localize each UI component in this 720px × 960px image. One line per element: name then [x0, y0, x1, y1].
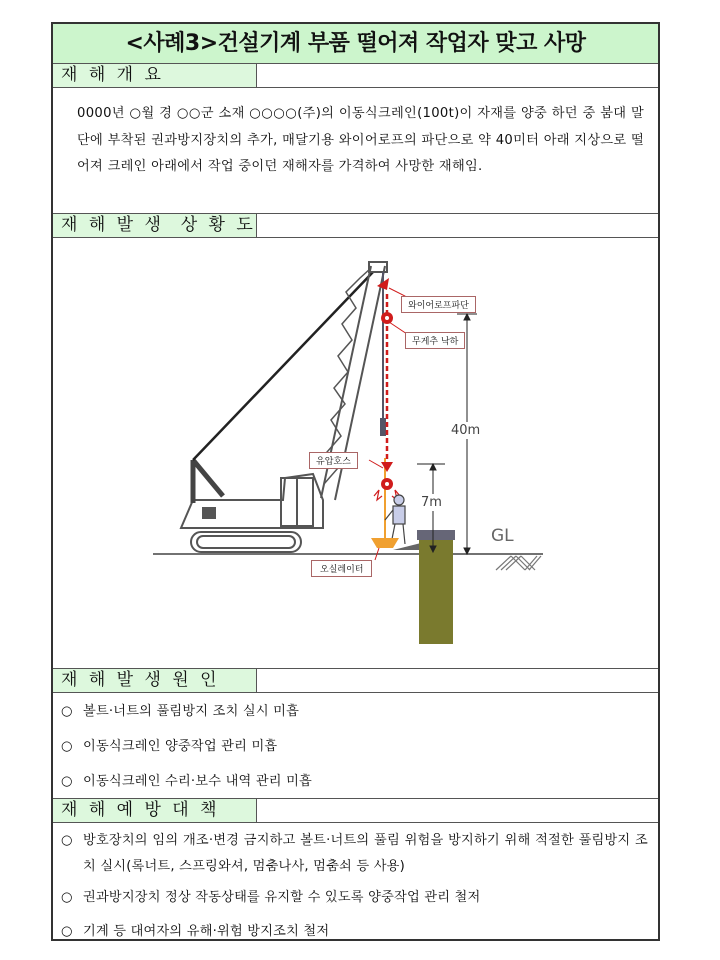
bullet-circle-icon: ○	[61, 833, 73, 848]
cause-item: ○ 이동식크레인 양중작업 관리 미흡	[61, 737, 658, 757]
section-header-overview	[53, 63, 658, 88]
bullet-circle-icon: ○	[61, 924, 73, 939]
crane-body	[181, 474, 323, 528]
pile-column	[419, 534, 453, 644]
overview-text: 0000년 ○월 경 ○○군 소재 ○○○○(주)의 이동식크레인(100t)이 자재를 양중 하던 중 붐대 말단에 부착된 권과방지장치의 추가, 매달기용 와이어로프의 파단으로 약 40미터 아래 지상으로 떨어져 크레인 아래에서 작업 중이던 재해자를 가격하여 사망한 재해임.	[77, 106, 644, 174]
crane-a-frame	[193, 460, 223, 503]
bullet-circle-icon: ○	[61, 890, 73, 905]
section-header-situation	[53, 213, 658, 238]
prevention-list	[53, 828, 658, 942]
section-label-overview: 재 해 개 요	[53, 64, 257, 87]
label-weight-fall: 무게추 낙하	[405, 332, 465, 349]
prevention-item: ○ 기계 등 대여자의 유해·위험 방지조치 철저	[61, 922, 648, 942]
label-ground-level: GL	[491, 526, 514, 546]
hook-block	[380, 418, 386, 436]
crane-crawler	[191, 532, 301, 552]
bullet-circle-icon: ○	[61, 739, 73, 754]
oscillator-icon	[371, 538, 399, 548]
prevention-item: ○ 방호장치의 임의 개조·변경 금지하고 볼트·너트의 풀림 위험을 방지하기 위해 적절한 풀림방지 조치 실시(록너트, 스프링와셔, 멈춤나사, 멈춤쇠 등 사용)	[61, 828, 648, 880]
leader-hose	[369, 460, 383, 468]
case-title: <사례3>건설기계 부품 떨어져 작업자 맞고 사망	[53, 24, 658, 64]
label-hydraulic-hose: 유압호스	[309, 452, 358, 469]
boom-pendant-line	[193, 272, 373, 460]
causes-list	[53, 702, 658, 792]
section-header-causes	[53, 668, 658, 693]
section-label-prevention: 재 해 예 방 대 책	[53, 799, 257, 822]
prevention-item: ○ 권과방지장치 정상 작동상태를 유지할 수 있도록 양중작업 관리 철저	[61, 888, 648, 908]
label-wire-rope-break: 와이어로프파단	[401, 296, 476, 313]
label-height-7m: 7m	[421, 495, 442, 510]
section-label-causes: 재 해 발 생 원 인	[53, 669, 257, 692]
ground-hatch-icon	[496, 556, 541, 570]
accident-diagram	[53, 238, 658, 668]
cause-item: ○ 볼트·너트의 풀림방지 조치 실시 미흡	[61, 702, 658, 722]
worker-figure	[385, 495, 405, 544]
accident-case-table	[51, 22, 660, 941]
label-oscillator: 오실레이터	[311, 560, 372, 577]
cause-item: ○ 이동식크레인 수리·보수 내역 관리 미흡	[61, 772, 658, 792]
fall-arrow-icon	[381, 462, 393, 472]
bullet-circle-icon: ○	[61, 704, 73, 719]
bullet-circle-icon: ○	[61, 774, 73, 789]
section-header-prevention	[53, 798, 658, 823]
pile-cap	[417, 530, 455, 540]
section-label-situation: 재 해 발 생 상 황 도	[53, 214, 257, 237]
label-height-40m: 40m	[451, 423, 481, 438]
